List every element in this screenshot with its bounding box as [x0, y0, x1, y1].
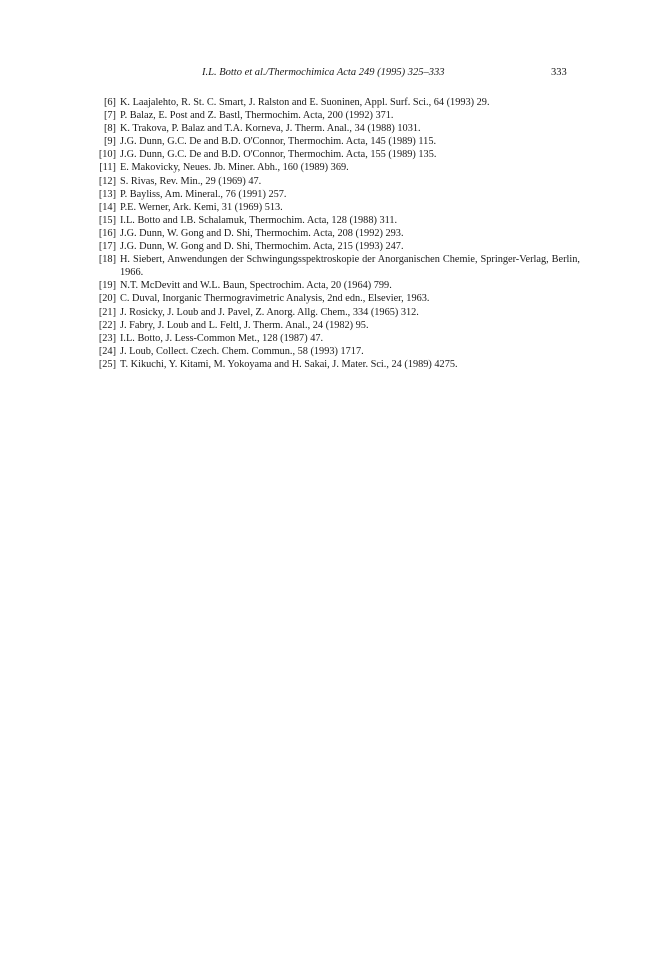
reference-item	[90, 96, 580, 109]
reference-text: T. Kikuchi, Y. Kitami, M. Yokoyama and H. Sakai, J. Mater. Sci., 24 (1989) 4275.	[120, 358, 458, 370]
reference-item	[90, 122, 580, 135]
reference-item	[90, 345, 580, 358]
header-citation: I.L. Botto et al./Thermochimica Acta 249 (1995) 325–333	[202, 67, 445, 78]
reference-text: N.T. McDevitt and W.L. Baun, Spectrochim. Acta, 20 (1964) 799.	[120, 280, 392, 292]
reference-text: J.G. Dunn, G.C. De and B.D. O'Connor, Thermochim. Acta, 145 (1989) 115.	[120, 136, 437, 148]
reference-number: [8]	[103, 123, 116, 135]
reference-item	[90, 201, 580, 214]
reference-item	[90, 227, 580, 240]
reference-text: J.G. Dunn, W. Gong and D. Shi, Thermochim. Acta, 208 (1992) 293.	[120, 227, 404, 239]
reference-item	[90, 306, 580, 319]
reference-number: [24]	[98, 345, 116, 357]
reference-number: [22]	[98, 319, 116, 331]
reference-text: P.E. Werner, Ark. Kemi, 31 (1969) 513.	[120, 201, 283, 213]
reference-item	[90, 214, 580, 227]
reference-item	[90, 319, 580, 332]
reference-item	[90, 292, 580, 305]
reference-number: [21]	[98, 306, 116, 318]
reference-item	[90, 175, 580, 188]
reference-text: S. Rivas, Rev. Min., 29 (1969) 47.	[120, 175, 262, 187]
reference-number: [12]	[98, 175, 116, 187]
reference-text: C. Duval, Inorganic Thermogravimetric Analysis, 2nd edn., Elsevier, 1963.	[120, 293, 430, 305]
reference-number: [11]	[99, 162, 116, 174]
reference-item	[90, 358, 580, 371]
reference-text: J. Fabry, J. Loub and L. Feltl, J. Therm. Anal., 24 (1982) 95.	[120, 319, 369, 331]
reference-number: [9]	[103, 136, 116, 148]
reference-item	[90, 135, 580, 148]
reference-text: J. Rosicky, J. Loub and J. Pavel, Z. Anorg. Allg. Chem., 334 (1965) 312.	[120, 306, 419, 318]
reference-item	[90, 240, 580, 253]
reference-text: P. Balaz, E. Post and Z. Bastl, Thermochim. Acta, 200 (1992) 371.	[120, 110, 394, 122]
reference-text: I.L. Botto and I.B. Schalamuk, Thermochim. Acta, 128 (1988) 311.	[120, 214, 398, 226]
reference-number: [16]	[98, 227, 116, 239]
reference-item	[90, 253, 580, 279]
reference-text: K. Trakova, P. Balaz and T.A. Korneva, J. Therm. Anal., 34 (1988) 1031.	[120, 123, 421, 135]
page-number: 333	[551, 67, 567, 78]
reference-number: [14]	[98, 201, 116, 213]
reference-item	[90, 148, 580, 161]
reference-text: H. Siebert, Anwendungen der Schwingungsspektroskopie der Anorganischen Chemie, Springer-Verlag, Berlin, 1966.	[120, 254, 580, 279]
reference-number: [17]	[98, 241, 116, 253]
reference-text: I.L. Botto, J. Less-Common Met., 128 (1987) 47.	[120, 332, 324, 344]
reference-text: P. Bayliss, Am. Mineral., 76 (1991) 257.	[120, 188, 287, 200]
reference-text: J.G. Dunn, G.C. De and B.D. O'Connor, Thermochim. Acta, 155 (1989) 135.	[120, 149, 437, 161]
reference-item	[90, 188, 580, 201]
reference-number: [23]	[98, 332, 116, 344]
reference-item	[90, 279, 580, 292]
reference-number: [19]	[98, 280, 116, 292]
reference-text: J.G. Dunn, W. Gong and D. Shi, Thermochim. Acta, 215 (1993) 247.	[120, 241, 404, 253]
reference-number: [6]	[103, 97, 116, 108]
reference-number: [7]	[103, 110, 116, 122]
reference-number: [15]	[98, 214, 116, 226]
reference-number: [18]	[98, 254, 116, 266]
reference-text: K. Laajalehto, R. St. C. Smart, J. Ralston and E. Suoninen, Appl. Surf. Sci., 64 (1993) 29.	[120, 97, 490, 108]
reference-number: [20]	[98, 293, 116, 305]
reference-list	[90, 96, 580, 371]
reference-item	[90, 109, 580, 122]
running-header	[0, 66, 672, 80]
reference-item	[90, 161, 580, 174]
reference-text: E. Makovicky, Neues. Jb. Miner. Abh., 160 (1989) 369.	[120, 162, 349, 174]
reference-item	[90, 332, 580, 345]
reference-number: [10]	[98, 149, 116, 161]
reference-number: [13]	[98, 188, 116, 200]
reference-text: J. Loub, Collect. Czech. Chem. Commun., 58 (1993) 1717.	[120, 345, 364, 357]
reference-number: [25]	[98, 358, 116, 370]
